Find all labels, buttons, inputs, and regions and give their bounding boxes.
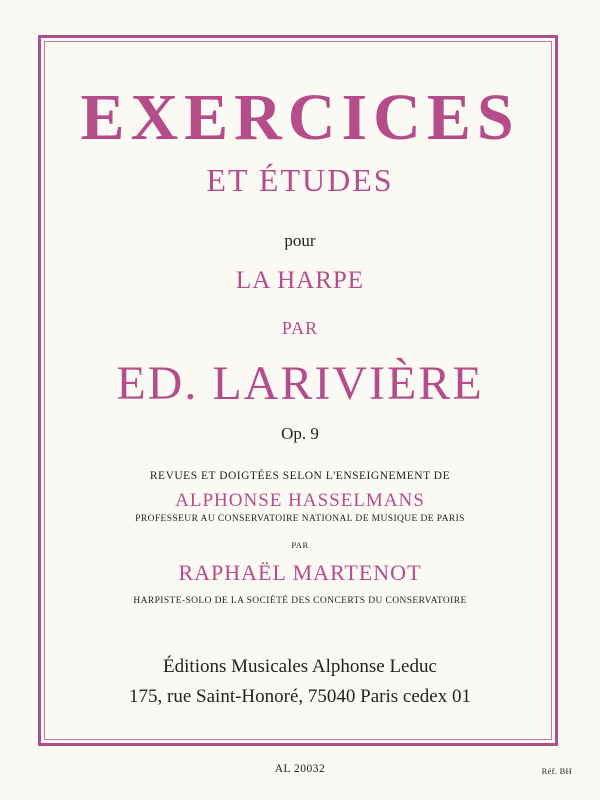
reference-code: Réf. BH bbox=[541, 766, 572, 776]
publisher-name: Éditions Musicales Alphonse Leduc bbox=[163, 656, 437, 677]
par-label: PAR bbox=[281, 318, 319, 338]
revision-note: REVUES ET DOIGTÉES SELON L'ENSEIGNEMENT DE bbox=[149, 470, 451, 482]
title: EXERCICES bbox=[80, 81, 520, 154]
par-small-label: PAR bbox=[291, 540, 309, 550]
editor-hasselmans-role: PROFESSEUR AU CONSERVATOIRE NATIONAL DE MUSIQUE DE PARIS bbox=[135, 514, 465, 524]
opus-number: Op. 9 bbox=[281, 424, 319, 443]
editor-hasselmans-name: ALPHONSE HASSELMANS bbox=[175, 490, 425, 511]
publisher-address: 175, rue Saint-Honoré, 75040 Paris cedex 01 bbox=[129, 686, 471, 707]
subtitle: ET ÉTUDES bbox=[206, 162, 394, 198]
editor-martenot-role: HARPISTE-SOLO DE LA SOCIÉTÉ DES CONCERTS DU CONSERVATOIRE bbox=[133, 596, 467, 606]
pour-label: pour bbox=[284, 231, 316, 250]
composer-name: ED. LARIVIÈRE bbox=[116, 357, 484, 410]
catalog-number: AL 20032 bbox=[274, 763, 326, 775]
editor-martenot-name: RAPHAËL MARTENOT bbox=[178, 560, 422, 585]
instrument-name: LA HARPE bbox=[235, 267, 365, 294]
